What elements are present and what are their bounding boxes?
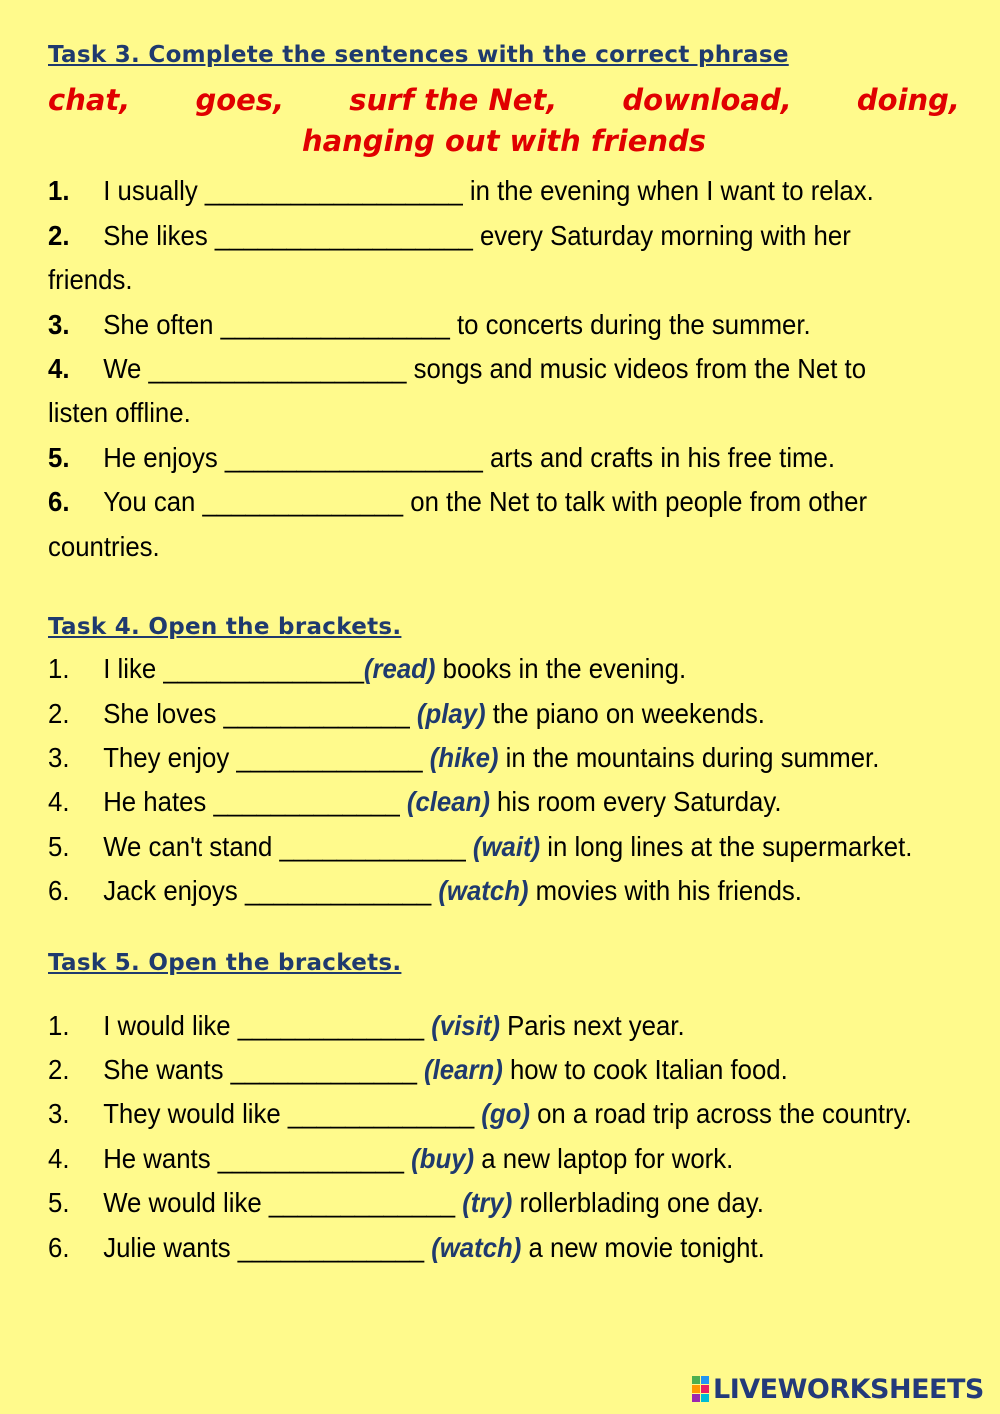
item-number: 5. — [48, 1187, 70, 1218]
item-text-post: every Saturday morning with her — [472, 220, 851, 251]
item-text-post: how to cook Italian food. — [502, 1054, 788, 1085]
answer-blank[interactable]: ______________ — [202, 486, 404, 517]
task5-item — [48, 1009, 905, 1043]
item-text-pre: I like — [103, 653, 164, 684]
item-number: 6. — [48, 1232, 70, 1263]
item-text-post: his room every Saturday. — [489, 786, 782, 817]
item-text-continued: friends. — [48, 264, 133, 295]
item-text-post: a new movie tonight. — [521, 1232, 765, 1263]
task4-item — [48, 785, 905, 819]
item-text-post: Paris next year. — [499, 1010, 685, 1041]
answer-blank[interactable]: _____________ — [268, 1187, 463, 1218]
item-number: 1. — [48, 175, 70, 206]
item-number: 6. — [48, 875, 70, 906]
task4-title: Task 4. Open the brackets. — [48, 614, 402, 640]
task3-item — [48, 441, 905, 475]
item-number: 1. — [48, 1010, 70, 1041]
task4-item — [48, 874, 905, 908]
answer-blank[interactable]: _____________ — [217, 1143, 412, 1174]
item-text-pre: He wants — [103, 1143, 218, 1174]
verb-hint: (wait) — [472, 831, 541, 862]
item-text-continued: countries. — [48, 531, 160, 562]
verb-hint: (buy) — [411, 1143, 475, 1174]
answer-blank[interactable]: ______________ — [163, 653, 364, 684]
verb-hint: (watch) — [431, 1232, 522, 1263]
verb-hint: (read) — [363, 653, 436, 684]
item-text-post: the piano on weekends. — [485, 698, 765, 729]
word-bank-item: chat, — [48, 83, 131, 117]
item-text-pre: She often — [103, 309, 221, 340]
item-text-pre: Jack enjoys — [103, 875, 245, 906]
item-text-post: on a road trip across the country. — [529, 1098, 912, 1129]
task5-item — [48, 1097, 912, 1131]
answer-blank[interactable]: _____________ — [236, 742, 430, 773]
answer-blank[interactable]: _____________ — [230, 1054, 425, 1085]
task3-title: Task 3. Complete the sentences with the correct phrase — [48, 42, 789, 68]
task5-item — [48, 1186, 905, 1220]
item-text-post: on the Net to talk with people from other — [403, 486, 868, 517]
item-number: 3. — [48, 309, 70, 340]
task3-item — [48, 308, 905, 342]
item-text-pre: Julie wants — [103, 1232, 238, 1263]
item-text-post: a new laptop for work. — [474, 1143, 734, 1174]
answer-blank[interactable]: _____________ — [237, 1232, 432, 1263]
item-text-pre: She likes — [103, 220, 215, 251]
answer-blank[interactable]: __________________ — [214, 220, 473, 251]
word-bank — [48, 83, 960, 158]
verb-hint: (play) — [416, 698, 486, 729]
answer-blank[interactable]: _____________ — [287, 1098, 482, 1129]
logo-text: LIVEWORKSHEETS — [713, 1373, 984, 1405]
verb-hint: (learn) — [424, 1054, 503, 1085]
word-bank-row2: hanging out with friends — [301, 124, 707, 158]
verb-hint: (go) — [481, 1098, 530, 1129]
task3-item — [48, 485, 905, 519]
item-number: 4. — [48, 786, 70, 817]
task5-item — [48, 1142, 905, 1176]
item-number: 2. — [48, 220, 70, 251]
task5-item — [48, 1231, 905, 1265]
task3-item — [48, 352, 905, 386]
task5-item — [48, 1053, 905, 1087]
task4-item — [48, 741, 905, 775]
item-number: 2. — [48, 698, 70, 729]
task3-item — [48, 219, 905, 253]
verb-hint: (try) — [462, 1187, 513, 1218]
verb-hint: (clean) — [406, 786, 490, 817]
item-text-pre: I usually — [103, 175, 205, 206]
item-number: 5. — [48, 442, 70, 473]
answer-blank[interactable]: __________________ — [148, 353, 407, 384]
item-number: 4. — [48, 1143, 70, 1174]
item-text-post: in long lines at the supermarket. — [540, 831, 913, 862]
word-bank-row1 — [48, 83, 960, 117]
item-number: 1. — [48, 653, 70, 684]
word-bank-item: goes, — [195, 83, 285, 117]
answer-blank[interactable]: _____________ — [223, 698, 417, 729]
item-text-post: arts and crafts in his free time. — [482, 442, 835, 473]
item-text-continued: listen offline. — [48, 397, 191, 428]
item-text-pre: He hates — [103, 786, 214, 817]
item-number: 4. — [48, 353, 70, 384]
task4-item — [48, 652, 905, 686]
item-text-post: in the evening when I want to relax. — [462, 175, 874, 206]
task3-item — [48, 174, 905, 208]
item-text-pre: They would like — [103, 1098, 288, 1129]
liveworksheets-logo-icon — [692, 1376, 709, 1402]
answer-blank[interactable]: _____________ — [213, 786, 407, 817]
item-number: 5. — [48, 831, 70, 862]
item-text-pre: We would like — [103, 1187, 269, 1218]
item-text-pre: She wants — [103, 1054, 231, 1085]
item-text-pre: We can't stand — [103, 831, 280, 862]
item-text-post: rollerblading one day. — [512, 1187, 764, 1218]
word-bank-item: download, — [622, 83, 792, 117]
item-text-post: movies with his friends. — [528, 875, 802, 906]
item-number: 3. — [48, 1098, 70, 1129]
item-text-pre: I would like — [103, 1010, 238, 1041]
item-text-pre: He enjoys — [103, 442, 225, 473]
verb-hint: (visit) — [431, 1010, 500, 1041]
answer-blank[interactable]: _____________ — [244, 875, 439, 906]
word-bank-item: doing, — [856, 83, 960, 117]
item-number: 2. — [48, 1054, 70, 1085]
answer-blank[interactable]: __________________ — [224, 442, 483, 473]
verb-hint: (watch) — [438, 875, 529, 906]
word-bank-item: surf the Net, — [349, 83, 558, 117]
item-number: 3. — [48, 742, 70, 773]
item-text-pre: She loves — [103, 698, 224, 729]
answer-blank[interactable]: _____________ — [237, 1010, 432, 1041]
item-text-pre: They enjoy — [103, 742, 237, 773]
item-text-post: to concerts during the summer. — [449, 309, 811, 340]
item-text-post: songs and music videos from the Net to — [406, 353, 867, 384]
task4-item — [48, 830, 913, 864]
item-text-pre: We — [103, 353, 149, 384]
task4-item — [48, 697, 905, 731]
item-number: 6. — [48, 486, 70, 517]
task5-title: Task 5. Open the brackets. — [48, 950, 402, 976]
answer-blank[interactable]: ________________ — [220, 309, 450, 340]
answer-blank[interactable]: __________________ — [204, 175, 463, 206]
liveworksheets-logo[interactable] — [692, 1374, 984, 1404]
verb-hint: (hike) — [429, 742, 499, 773]
item-text-post: in the mountains during summer. — [498, 742, 880, 773]
answer-blank[interactable]: _____________ — [279, 831, 473, 862]
item-text-pre: You can — [103, 486, 203, 517]
item-text-post: books in the evening. — [435, 653, 687, 684]
